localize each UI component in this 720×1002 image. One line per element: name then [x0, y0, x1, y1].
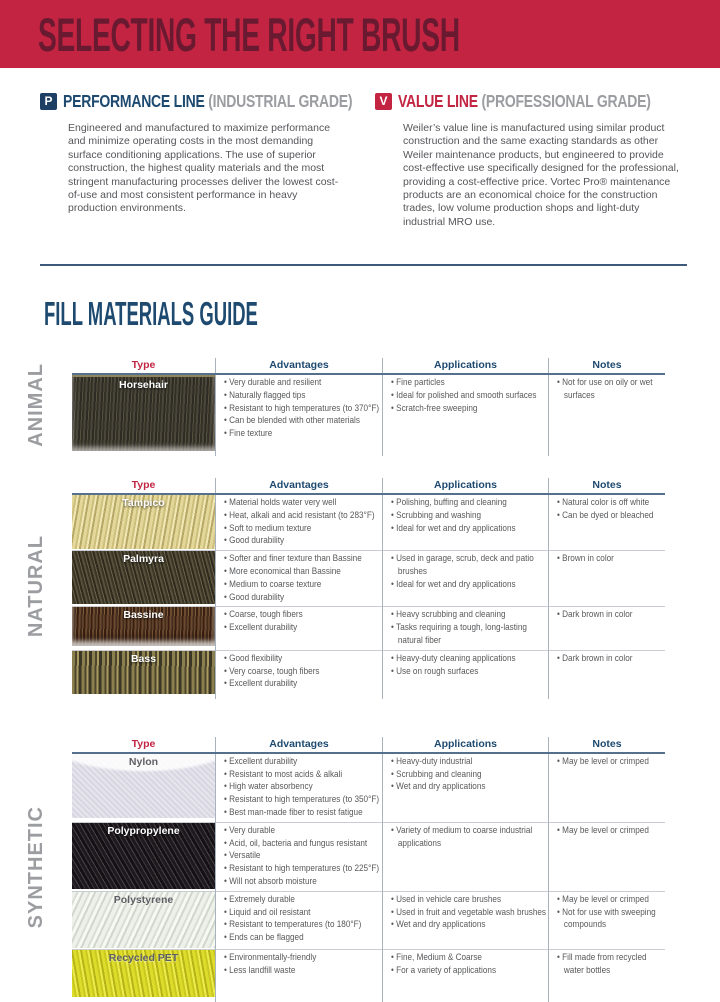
- tampico-applications: [382, 495, 548, 554]
- bullet-item: • Fill made from recycled water bottles: [557, 952, 669, 978]
- value-line-header: [375, 92, 691, 110]
- tampico-notes: [548, 495, 665, 554]
- page-banner: [0, 0, 720, 68]
- bullet-item: • Not for use on oily or wet surfaces: [557, 377, 669, 403]
- bullet-item: • Medium to coarse texture: [224, 579, 386, 592]
- column-header-type: Type: [131, 359, 156, 371]
- bullet-item: • Acid, oil, bacteria and fungus resistant: [224, 838, 386, 851]
- synthetic-group-label: SYNTHETIC: [24, 806, 47, 929]
- value-line-description: Weiler’s value line is manufactured using similar product construction and the same exacting standards as other Weiler maintenance products, but engineered to provide cost-effective use specifically designed for the professional, providing a cost-effective price. Vortec Pro® maintenance products are an economical choice for the construction trades, low volume production shops and light-duty industrial MRO use.: [403, 122, 679, 228]
- recycledpet-applications: [382, 950, 548, 1002]
- type-cell: [72, 607, 215, 649]
- bass-fiber-image: [72, 651, 215, 694]
- material-row-horsehair: [72, 375, 665, 452]
- page-title: SELECTING THE RIGHT BRUSH: [38, 8, 460, 61]
- section-divider: [40, 264, 687, 266]
- bullet-item: • Environmentally-friendly: [224, 952, 386, 965]
- bullet-item: • Dark brown in color: [557, 609, 669, 622]
- bullet-item: • Softer and finer texture than Bassine: [224, 553, 386, 566]
- bassine-fiber-image: [72, 607, 215, 646]
- bullet-item: • Good flexibility: [224, 653, 386, 666]
- bullet-item: • Fine, Medium & Coarse: [391, 952, 552, 965]
- bullet-item: • Resistant to temperatures (to 180°F): [224, 919, 386, 932]
- material-type-label: Nylon: [128, 755, 159, 768]
- bullet-item: • Used in garage, scrub, deck and patio brushes: [391, 553, 552, 579]
- bullet-item: • Fine particles: [391, 377, 552, 390]
- nylon-notes: [548, 754, 665, 826]
- bullet-item: • Very durable and resilient: [224, 377, 386, 390]
- natural-group-label: NATURAL: [24, 535, 47, 638]
- column-header-type: Type: [131, 479, 156, 491]
- column-header-notes: Notes: [548, 737, 665, 752]
- fill-materials-guide-title: FILL MATERIALS GUIDE: [44, 295, 258, 332]
- polypropylene-applications: [382, 823, 548, 895]
- type-cell: [72, 950, 215, 998]
- bass-advantages: [215, 651, 382, 699]
- bullet-item: • Less landfill waste: [224, 965, 386, 978]
- tampico-fiber-image: [72, 495, 215, 549]
- material-type-label: Tampico: [122, 497, 165, 509]
- bassine-notes: [548, 607, 665, 653]
- bullet-item: • Ends can be flagged: [224, 932, 386, 945]
- bullet-item: • Wet and dry applications: [391, 781, 552, 794]
- bullet-item: • Resistant to high temperatures (to 225°F): [224, 863, 386, 876]
- horsehair-advantages: [215, 375, 382, 456]
- bullet-item: • Brown in color: [557, 553, 669, 566]
- horsehair-fiber-image: [72, 375, 215, 451]
- fill-materials-guide: [0, 358, 720, 998]
- palmyra-advantages: [215, 551, 382, 610]
- bullet-item: • More economical than Bassine: [224, 566, 386, 579]
- bullet-item: • May be level or crimped: [557, 894, 669, 907]
- type-cell: [72, 651, 215, 695]
- material-row-nylon: [72, 754, 665, 822]
- bullet-item: • Resistant to high temperatures (to 350°F): [224, 794, 386, 807]
- bullet-item: • Liquid and oil resistant: [224, 907, 386, 920]
- bullet-item: • Scrubbing and cleaning: [391, 769, 552, 782]
- column-header-notes: Notes: [548, 478, 665, 493]
- bullet-item: • Soft to medium texture: [224, 523, 386, 536]
- horsehair-notes: [548, 375, 665, 456]
- bullet-item: • For a variety of applications: [391, 965, 552, 978]
- polypropylene-fiber-image: [72, 823, 215, 889]
- animal-table: [72, 358, 665, 452]
- value-line-section: [375, 92, 691, 229]
- bullet-item: • Variety of medium to coarse industrial applications: [391, 825, 552, 851]
- bullet-item: • Excellent durability: [224, 756, 386, 769]
- natural-group: [0, 478, 720, 695]
- bullet-item: • Wet and dry applications: [391, 919, 552, 932]
- bullet-item: • May be level or crimped: [557, 825, 669, 838]
- bullet-item: • Heavy-duty industrial: [391, 756, 552, 769]
- table-header-row: [72, 358, 665, 375]
- bullet-item: • Extremely durable: [224, 894, 386, 907]
- table-header-row: [72, 478, 665, 495]
- bullet-item: • Very durable: [224, 825, 386, 838]
- bullet-item: • Ideal for wet and dry applications: [391, 579, 552, 592]
- bullet-item: • Tasks requiring a tough, long-lasting natural fiber: [391, 622, 552, 648]
- performance-line-title: [63, 91, 352, 112]
- recycledpet-notes: [548, 950, 665, 1002]
- material-type-label: Bass: [130, 652, 157, 665]
- horsehair-applications: [382, 375, 548, 456]
- bullet-item: • Resistant to most acids & alkali: [224, 769, 386, 782]
- nylon-advantages: [215, 754, 382, 826]
- material-type-label: Bassine: [123, 609, 164, 622]
- type-cell: [72, 495, 215, 550]
- bass-applications: [382, 651, 548, 699]
- value-line-badge-icon: V: [375, 93, 392, 110]
- material-row-bassine: [72, 606, 665, 649]
- column-header-notes: Notes: [548, 358, 665, 373]
- column-header-advantages: Advantages: [215, 478, 382, 493]
- performance-line-subtitle: (INDUSTRIAL GRADE): [208, 90, 353, 111]
- column-header-applications: Applications: [382, 737, 548, 752]
- material-type-label: Polystyrene: [113, 893, 174, 906]
- bullet-item: • Ideal for wet and dry applications: [391, 523, 552, 536]
- bullet-item: • Not for use with sweeping compounds: [557, 907, 669, 933]
- tampico-advantages: [215, 495, 382, 554]
- bullet-item: • Will not absorb moisture: [224, 876, 386, 889]
- palmyra-fiber-image: [72, 551, 215, 604]
- animal-group: [0, 358, 720, 452]
- type-cell: [72, 551, 215, 606]
- bullet-item: • Material holds water very well: [224, 497, 386, 510]
- material-type-label: Polypropylene: [107, 824, 180, 837]
- nylon-fiber-image: [72, 754, 215, 818]
- bassine-applications: [382, 607, 548, 653]
- bullet-item: • Ideal for polished and smooth surfaces: [391, 390, 552, 403]
- bullet-item: • Versatile: [224, 850, 386, 863]
- recycledpet-fiber-image: [72, 950, 215, 997]
- bullet-item: • Heat, alkali and acid resistant (to 283°F): [224, 510, 386, 523]
- material-row-polystyrene: [72, 891, 665, 949]
- bullet-item: • Can be dyed or bleached: [557, 510, 669, 523]
- column-header-applications: Applications: [382, 478, 548, 493]
- type-cell: [72, 375, 215, 452]
- bullet-item: • Scrubbing and washing: [391, 510, 552, 523]
- bullet-item: • Use on rough surfaces: [391, 666, 552, 679]
- polypropylene-advantages: [215, 823, 382, 895]
- column-header-type: Type: [131, 737, 156, 750]
- value-line-subtitle: (PROFESSIONAL GRADE): [481, 90, 651, 111]
- bullet-item: • Can be blended with other materials: [224, 415, 386, 428]
- bullet-item: • Good durability: [224, 592, 386, 605]
- bullet-item: • Used in fruit and vegetable wash brushes: [391, 907, 552, 920]
- polypropylene-notes: [548, 823, 665, 895]
- material-row-palmyra: [72, 550, 665, 606]
- column-header-advantages: Advantages: [215, 358, 382, 373]
- performance-line-description: Engineered and manufactured to maximize performance and minimize operating costs in the most demanding surface conditioning applications. The use of superior construction, the highest quality materials and the most stringent manufacturing processes deliver the lowest cost-of-use and most consistent performance in heavy production environments.: [68, 122, 339, 215]
- palmyra-applications: [382, 551, 548, 610]
- nylon-applications: [382, 754, 548, 826]
- performance-line-header: [40, 92, 356, 110]
- polystyrene-fiber-image: [72, 892, 215, 948]
- product-lines-intro: [40, 92, 686, 229]
- bass-notes: [548, 651, 665, 699]
- bullet-item: • Good durability: [224, 535, 386, 548]
- value-line-title-text: VALUE LINE: [398, 90, 478, 111]
- animal-group-label: ANIMAL: [24, 363, 47, 447]
- material-row-recycledpet: [72, 949, 665, 998]
- bullet-item: • Excellent durability: [224, 678, 386, 691]
- type-cell: [72, 754, 215, 822]
- material-type-label: Palmyra: [123, 553, 164, 566]
- material-row-tampico: [72, 495, 665, 550]
- synthetic-group: [0, 737, 720, 998]
- bassine-advantages: [215, 607, 382, 653]
- material-row-polypropylene: [72, 822, 665, 891]
- bullet-item: • Coarse, tough fibers: [224, 609, 386, 622]
- polystyrene-advantages: [215, 892, 382, 953]
- bullet-item: • Heavy-duty cleaning applications: [391, 653, 552, 666]
- recycledpet-advantages: [215, 950, 382, 1002]
- bullet-item: • Very coarse, tough fibers: [224, 666, 386, 679]
- performance-line-section: [40, 92, 356, 229]
- polystyrene-applications: [382, 892, 548, 953]
- bullet-item: • High water absorbency: [224, 781, 386, 794]
- bullet-item: • Polishing, buffing and cleaning: [391, 497, 552, 510]
- column-header-applications: Applications: [382, 358, 548, 373]
- bullet-item: • Natural color is off white: [557, 497, 669, 510]
- type-cell: [72, 892, 215, 949]
- value-line-title: [398, 91, 651, 112]
- performance-line-title-text: PERFORMANCE LINE: [63, 90, 205, 111]
- bullet-item: • Dark brown in color: [557, 653, 669, 666]
- palmyra-notes: [548, 551, 665, 610]
- synthetic-table: [72, 737, 665, 998]
- bullet-item: • Resistant to high temperatures (to 370°F): [224, 403, 386, 416]
- natural-table: [72, 478, 665, 695]
- bullet-item: • Used in vehicle care brushes: [391, 894, 552, 907]
- type-cell: [72, 823, 215, 891]
- performance-line-badge-icon: P: [40, 93, 57, 110]
- bullet-item: • Excellent durability: [224, 622, 386, 635]
- bullet-item: • Naturally flagged tips: [224, 390, 386, 403]
- bullet-item: • May be level or crimped: [557, 756, 669, 769]
- material-type-label: Horsehair: [118, 379, 169, 391]
- bullet-item: • Best man-made fiber to resist fatigue: [224, 807, 386, 820]
- bullet-item: • Heavy scrubbing and cleaning: [391, 609, 552, 622]
- bullet-item: • Scratch-free sweeping: [391, 403, 552, 416]
- table-header-row: [72, 737, 665, 754]
- bullet-item: • Fine texture: [224, 428, 386, 441]
- material-row-bass: [72, 650, 665, 695]
- polystyrene-notes: [548, 892, 665, 953]
- material-type-label: Recycled PET: [108, 951, 179, 964]
- column-header-advantages: Advantages: [215, 737, 382, 752]
